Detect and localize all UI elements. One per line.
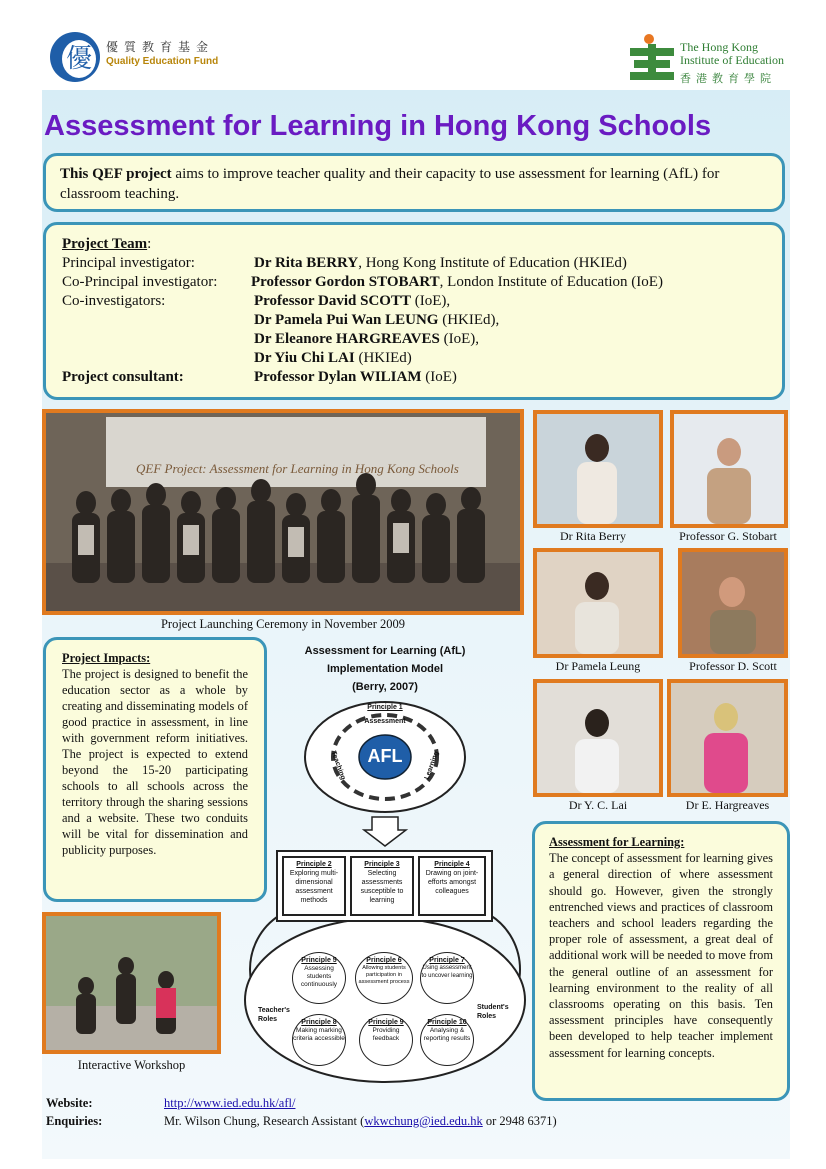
website-link[interactable]: http://www.ied.edu.hk/afl/ bbox=[164, 1096, 296, 1110]
afl-heading: Assessment for Learning: bbox=[549, 835, 685, 849]
principle-7-circle: Principle 7 Using assessment to uncover learning bbox=[420, 952, 474, 1004]
portrait-scott bbox=[678, 548, 788, 658]
afl-description-box bbox=[532, 821, 790, 1101]
afl-text: The concept of assessment for learning gives a general direction of where assessment should go. However, given the strongly entrenched views and practices of classroom teachers and school leaders regarding the proper role of assessment, a great deal of additional work will be needed to move from the general outline of an assessment for learning environment to the reality of all classrooms operating on this basis. Ten assessment principles have consequently been developed to help teacher implement assessment for learning concepts. bbox=[549, 851, 774, 1060]
portrait-berry bbox=[533, 410, 663, 528]
workshop-photo bbox=[42, 912, 221, 1054]
model-title: Assessment for Learning (AfL) Implementation Model (Berry, 2007) bbox=[304, 645, 466, 693]
principle-8-circle: Principle 8 Making marking criteria accessible bbox=[292, 1014, 346, 1066]
principle-1-label: Principle 1 bbox=[367, 704, 403, 711]
caption-lai: Dr Y. C. Lai bbox=[568, 798, 628, 812]
team-row: Dr Pamela Pui Wan LEUNG (HKIEd), bbox=[254, 312, 500, 328]
team-row: Dr Eleanore HARGREAVES (IoE), bbox=[254, 331, 480, 347]
team-row: Co-Principal investigator: Professor Gordon STOBART, London Institute of Education (IoE) bbox=[62, 274, 663, 290]
principle-5-circle: Principle 5 Assessing students continuously bbox=[292, 952, 346, 1004]
qef-english-name: Quality Education Fund bbox=[106, 56, 219, 67]
afl-center-label: AFL bbox=[367, 746, 403, 766]
qef-logo bbox=[50, 30, 220, 86]
enquiries-text: Mr. Wilson Chung, Research Assistant ( bbox=[164, 1114, 365, 1128]
email-link[interactable]: wkwchung@ied.edu.hk bbox=[364, 1114, 483, 1128]
group-photo bbox=[42, 409, 524, 615]
team-row: Project consultant: Professor Dylan WILIAM (IoE) bbox=[62, 369, 457, 385]
impacts-heading: Project Impacts: bbox=[62, 651, 151, 665]
principle-9-circle: Principle 9 Providing feedback bbox=[359, 1014, 413, 1066]
portrait-lai bbox=[533, 679, 663, 797]
qef-chinese-name: 優質教育基金 bbox=[106, 40, 215, 54]
team-heading-row: Project Team: bbox=[62, 236, 152, 252]
portrait-leung bbox=[533, 548, 663, 658]
poster-title: Assessment for Learning in Hong Kong Schools bbox=[44, 110, 712, 142]
enquiries-label: Enquiries: bbox=[46, 1114, 103, 1128]
portrait-stobart bbox=[670, 410, 788, 528]
ring-assessment-label: Assessment bbox=[364, 718, 406, 725]
hkied-logo bbox=[630, 34, 795, 90]
principle-3-box: Principle 3 Selecting assessments susceptible to learning bbox=[350, 856, 414, 916]
team-heading: Project Team bbox=[62, 236, 148, 252]
caption-berry: Dr Rita Berry bbox=[560, 529, 626, 543]
project-impacts-box bbox=[43, 637, 267, 902]
principle-10-circle: Principle 10 Analysing & reporting results bbox=[420, 1014, 474, 1066]
student-roles-label: Student's Roles bbox=[477, 1004, 509, 1020]
group-photo-caption: Project Launching Ceremony in November 2009 bbox=[160, 617, 406, 631]
principle-4-box: Principle 4 Drawing on joint-efforts amongst colleagues bbox=[418, 856, 486, 916]
team-row: Dr Yiu Chi LAI (HKIEd) bbox=[254, 350, 412, 366]
teacher-roles-label: Teacher's Roles bbox=[258, 1007, 290, 1023]
qef-emblem-glyph: 優 bbox=[62, 40, 96, 78]
intro-text: aims to improve teacher quality and their capacity to use assessment for learning (AfL) for classroom teaching. bbox=[60, 166, 720, 202]
portrait-hargreaves bbox=[667, 679, 788, 797]
team-row: Co-investigators: Professor David SCOTT (IoE), bbox=[62, 293, 451, 309]
hkied-name-line2: Institute of Education bbox=[680, 53, 784, 67]
principle-2-box: Principle 2 Exploring multi-dimensional assessment methods bbox=[282, 856, 346, 916]
hkied-name-line1: The Hong Kong bbox=[680, 40, 758, 54]
caption-stobart: Professor G. Stobart bbox=[679, 529, 777, 543]
principle-6-circle: Principle 6 Allowing students participation in assessment process bbox=[355, 952, 413, 1004]
intro-box bbox=[43, 153, 785, 212]
ring-learning-label: Learning bbox=[423, 750, 441, 781]
team-row: Principal investigator: Dr Rita BERRY, Hong Kong Institute of Education (HKIEd) bbox=[62, 255, 627, 271]
hkied-emblem-icon bbox=[630, 34, 674, 86]
impacts-text: The project is designed to benefit the education sector as a whole by creating and disseminating models of good practice in assessment, in line with government reform initiatives. The project is expected to extend beyond the 15-20 participating schools to all schools across the territory through the sharing sessions and a website. These two conduits will be vital for dissemination and publicity purposes. bbox=[62, 667, 248, 857]
banner-text: QEF Project: Assessment for Learning in Hong Kong Schools bbox=[136, 461, 459, 476]
project-team-box bbox=[43, 222, 785, 400]
ring-teaching-label: Teaching bbox=[329, 750, 347, 781]
intro-lead: This QEF project bbox=[60, 166, 172, 182]
website-label: Website: bbox=[46, 1096, 93, 1110]
hkied-chinese-name: 香港教育學院 bbox=[680, 72, 776, 85]
footer: Website: http://www.ied.edu.hk/afl/ Enquiries: Mr. Wilson Chung, Research Assistant (wkwchung@ied.edu.hk or 2948 6371) bbox=[46, 1096, 557, 1128]
caption-scott: Professor D. Scott bbox=[689, 659, 777, 673]
caption-leung: Dr Pamela Leung bbox=[555, 659, 641, 673]
workshop-caption: Interactive Workshop bbox=[77, 1058, 186, 1072]
qef-emblem-icon bbox=[50, 32, 100, 82]
caption-hargreaves: Dr E. Hargreaves bbox=[685, 798, 770, 812]
